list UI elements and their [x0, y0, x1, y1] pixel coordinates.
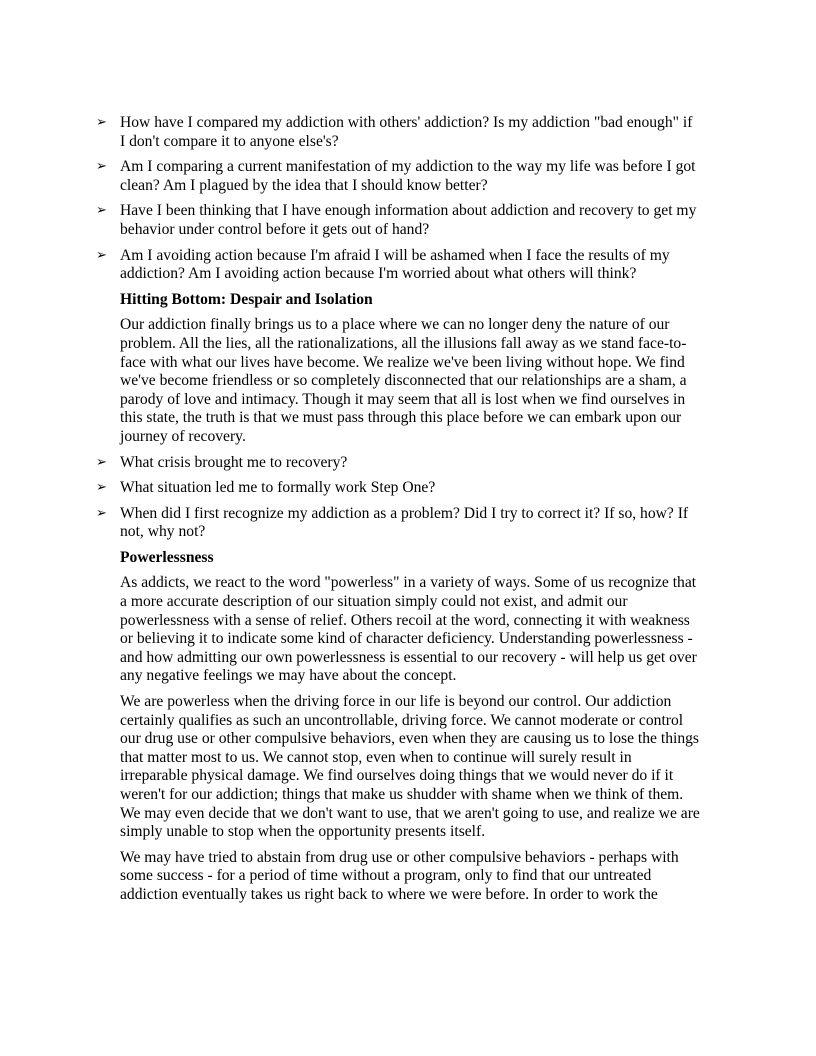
arrow-bullet-icon: ➢ — [96, 505, 107, 521]
arrow-bullet-icon: ➢ — [96, 115, 107, 130]
question-text: Am I avoiding action because I'm afraid I will be ashamed when I face the results of my addiction? Am I avoiding action because I'm worried about what others will think? — [120, 246, 670, 283]
question-item — [96, 158, 700, 195]
paragraph-powerlessness-2: We are powerless when the driving force in our life is beyond our control. Our addiction certainly qualifies as such an uncontrollable, driving force. We cannot moderate or control our drug use or other compulsive behaviors, even when they are causing us to lose the things that matter most to us. We cannot stop, even when to continue will surely result in irreparable physical damage. We find ourselves doing things that we would never do if it weren't for our addiction; things that make us shudder with shame when we think of them. We may even decide that we don't want to use, that we aren't going to use, and realize we are simply unable to stop when the opportunity presents itself. — [120, 693, 700, 841]
arrow-bullet-icon: ➢ — [96, 480, 107, 496]
question-item — [96, 202, 700, 239]
question-text: What crisis brought me to recovery? — [120, 453, 348, 471]
paragraph-powerlessness-3: We may have tried to abstain from drug use or other compulsive behaviors - perhaps with some success - for a period of time without a program, only to find that our untreated addiction eventually takes us right back to where we were before. In order to work the — [120, 848, 679, 903]
question-item — [96, 504, 700, 542]
question-item — [96, 479, 700, 498]
question-item — [96, 246, 700, 284]
section-heading-powerlessness: Powerlessness — [120, 548, 214, 566]
arrow-bullet-icon: ➢ — [96, 159, 107, 175]
paragraph-powerlessness-1: As addicts, we react to the word "powerless" in a variety of ways. Some of us recognize that a more accurate description of our situation simply could not exist, and admit our powerlessness with a sense of relief. Others recoil at the word, connecting it with weakness or believing it to indicate some kind of character deficiency. Understanding powerlessness - and how admitting our own powerlessness is essential to our recovery - will help us get over any negative feelings we may have about the concept. — [120, 574, 697, 685]
question-item — [96, 453, 700, 473]
question-text: Am I comparing a current manifestation of my addiction to the way my life was before I got clean? Am I plagued by the idea that I should know better? — [120, 158, 696, 194]
question-text: What situation led me to formally work Step One? — [120, 479, 436, 497]
section-heading-hitting-bottom: Hitting Bottom: Despair and Isolation — [120, 290, 373, 308]
arrow-bullet-icon: ➢ — [96, 203, 107, 219]
question-text: How have I compared my addiction with others' addiction? Is my addiction "bad enough" if I don't compare it to anyone else's? — [120, 114, 693, 150]
arrow-bullet-icon: ➢ — [96, 454, 107, 470]
document-page — [0, 114, 816, 912]
question-text: Have I been thinking that I have enough information about addiction and recovery to get my behavior under control before it gets out of hand? — [120, 202, 697, 238]
arrow-bullet-icon: ➢ — [96, 247, 107, 263]
question-text: When did I first recognize my addiction as a problem? Did I try to correct it? If so, how? If not, why not? — [120, 504, 689, 541]
paragraph-hitting-bottom: Our addiction finally brings us to a place where we can no longer deny the nature of our problem. All the lies, all the rationalizations, all the illusions fall away as we stand face-to-face with what our lives have become. We realize we've been living without hope. We find we've become friendless or so completely disconnected that our relationships are a sham, a parody of love and intimacy. Though it may seem that all is lost when we find ourselves in this state, the truth is that we must pass through this place before we can embark upon our journey of recovery. — [120, 316, 687, 445]
question-item — [96, 114, 700, 151]
